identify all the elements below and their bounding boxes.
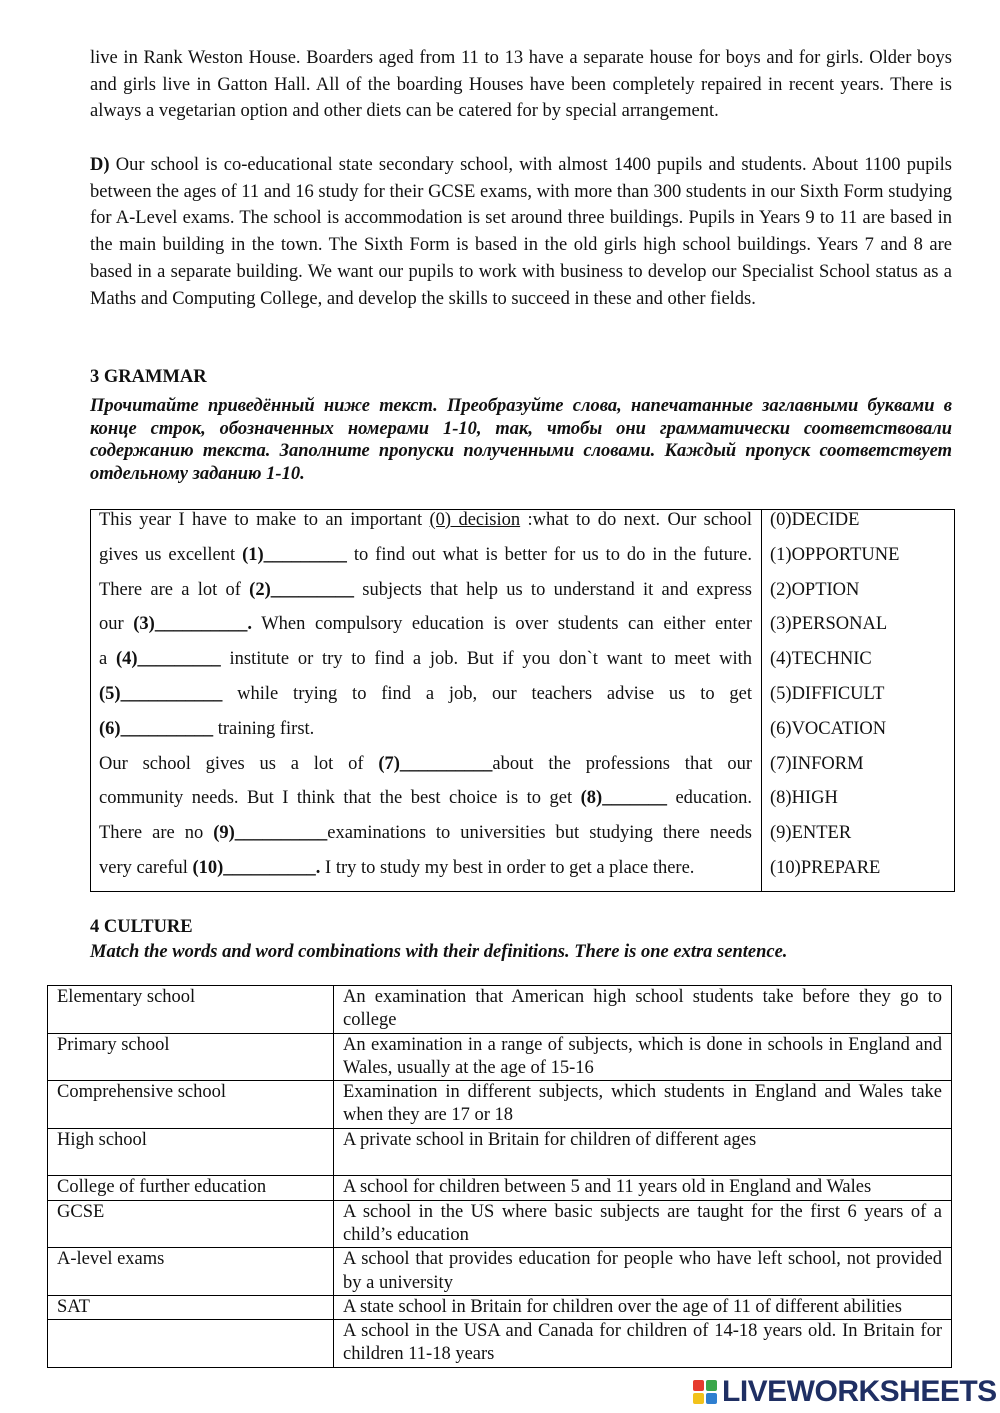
grammar-text-line: [99, 545, 752, 571]
grammar-text-line: [99, 823, 752, 849]
culture-definition: A school that provides education for people who have left school, not provided by a university: [334, 1248, 952, 1296]
grammar-text-line: [99, 614, 752, 640]
grammar-text-line: [99, 719, 752, 745]
grammar-line-text: a: [99, 649, 116, 670]
grammar-line-text: I try to study my best in order to get a place there.: [320, 858, 695, 878]
grammar-line-text: When compulsory education is over students can either enter: [251, 614, 752, 635]
grammar-line-text: while trying to find a job, our teachers advise us to get: [222, 684, 752, 704]
grammar-line-text: community needs. But I think that the best choice is to get: [99, 788, 581, 809]
culture-term: Elementary school: [48, 986, 334, 1034]
grammar-line-text: subjects that help us to understand it and express: [354, 579, 752, 600]
grammar-instructions: Прочитайте приведённый ниже текст. Преобразуйте слова, напечатанные заглавными буквами в конце строк, обозначенных номерами 1-10, так, чтобы они грамматически соответствовали содержанию текста. Заполните пропуски полученными словами. Каждый пропуск соответствует отдельному заданию 1-10.: [90, 396, 952, 485]
answer-gap[interactable]: (5)___________: [99, 684, 223, 704]
grammar-line-text: This year I have to make to an important: [99, 510, 430, 530]
culture-heading: 4 CULTURE: [90, 917, 193, 937]
culture-match-table: [47, 985, 952, 1368]
culture-row: [48, 1128, 952, 1176]
grammar-base-word: (2)OPTION: [770, 579, 860, 600]
answer-gap[interactable]: (4)_________: [115, 649, 221, 670]
culture-term: A-level exams: [48, 1248, 334, 1296]
culture-term: GCSE: [48, 1200, 334, 1248]
liveworksheets-logo-text: LIVEWORKSHEETS: [722, 1375, 997, 1408]
grammar-table: [90, 509, 955, 892]
culture-term: Comprehensive school: [48, 1081, 334, 1129]
grammar-text-line: [99, 684, 752, 710]
grammar-base-word: (8)HIGH: [770, 788, 838, 809]
culture-row: [48, 1033, 952, 1081]
answer-gap[interactable]: (7)__________: [378, 753, 493, 774]
answer-gap[interactable]: (10)__________.: [192, 858, 321, 878]
culture-row: [48, 1176, 952, 1200]
culture-term: College of further education: [48, 1176, 334, 1200]
culture-term: Primary school: [48, 1033, 334, 1081]
culture-definition: Examination in different subjects, which students in England and Wales take when they are 17 or 18: [334, 1081, 952, 1129]
grammar-line-text: :what to do next. Our school: [520, 510, 752, 530]
answer-gap[interactable]: (9)__________: [213, 823, 328, 844]
passage-d-text: Our school is co-educational state secondary school, with almost 1400 pupils and students. About 1100 pupils between the ages of 11 and 16 study for their GCSE exams, with more than 300 students in our Sixth Form studying for A-Level exams. The school is accommodation is set around three buildings. Pupils in Years 9 to 11 are based in the main building in the town. The Sixth Form is based in the old girls high school buildings. Years 7 and 8 are based in a separate building. We want our pupils to work with business to develop our Specialist School status as a Maths and Computing College, and develop the skills to succeed in these and other fields.: [90, 155, 952, 309]
grammar-base-word: (9)ENTER: [770, 823, 852, 844]
grammar-line-text: examinations to universities but studying there needs: [327, 823, 752, 844]
grammar-line-text: training first.: [213, 718, 315, 739]
grammar-text-line: [99, 858, 752, 884]
grammar-line-text: Our school gives us a lot of: [99, 753, 379, 774]
passage-d: [90, 152, 952, 312]
culture-definition: An examination that American high school students take before they go to college: [334, 986, 952, 1034]
grammar-base-word: (10)PREPARE: [770, 858, 881, 878]
grammar-text-line: [99, 649, 752, 675]
culture-definition: A state school in Britain for children over the age of 11 of different abilities: [334, 1295, 952, 1319]
culture-row: [48, 1295, 952, 1319]
culture-row: [48, 1248, 952, 1296]
grammar-line-text: to find out what is better for us to do in the future.: [346, 544, 752, 565]
grammar-text-line: [99, 580, 752, 606]
grammar-line-text: gives us excellent: [99, 544, 243, 565]
culture-definition: A private school in Britain for children of different ages: [334, 1128, 952, 1176]
culture-definition: An examination in a range of subjects, which is done in schools in England and Wales, usually at the age of 15-16: [334, 1033, 952, 1081]
culture-definition: A school in the USA and Canada for children of 14-18 years old. In Britain for children 11-18 years: [334, 1320, 952, 1368]
culture-term: High school: [48, 1128, 334, 1176]
grammar-base-word: (7)INFORM: [770, 753, 864, 774]
passage-c-tail: live in Rank Weston House. Boarders aged from 11 to 13 have a separate house for boys and for girls. Older boys and girls live in Gatton Hall. All of the boarding Houses have been completely repaired in recent years. There is always a vegetarian option and other diets can be catered for by special arrangement.: [90, 48, 952, 122]
culture-row: [48, 1200, 952, 1248]
grammar-line-text: our: [99, 614, 134, 635]
grammar-base-word: (1)OPPORTUNE: [770, 544, 900, 565]
grammar-line-text: education.: [666, 788, 753, 809]
grammar-base-word: (3)PERSONAL: [770, 614, 888, 635]
liveworksheets-logo-icon: [693, 1378, 719, 1406]
culture-row: [48, 1081, 952, 1129]
grammar-base-word: (5)DIFFICULT: [770, 684, 885, 704]
grammar-text-line: [99, 510, 752, 536]
liveworksheets-logo: [693, 1376, 997, 1408]
culture-row: [48, 986, 952, 1034]
grammar-text-line: [99, 788, 752, 814]
grammar-line-text: very careful: [99, 858, 193, 878]
culture-term: SAT: [48, 1295, 334, 1319]
culture-row: [48, 1320, 952, 1368]
grammar-base-word: (0)DECIDE: [770, 510, 860, 530]
grammar-line-text: There are a lot of: [99, 579, 250, 600]
culture-definition: A school for children between 5 and 11 years old in England and Wales: [334, 1176, 952, 1200]
culture-instructions: Match the words and word combinations with their definitions. There is one extra sentence.: [90, 942, 788, 962]
answer-gap[interactable]: (8)_______: [580, 788, 667, 809]
grammar-heading: 3 GRAMMAR: [90, 367, 207, 387]
grammar-base-word: (4)TECHNIC: [770, 649, 872, 670]
answer-gap[interactable]: (6)__________: [99, 718, 214, 739]
grammar-text-line: [99, 754, 752, 780]
example-answer: (0) decision: [429, 510, 521, 530]
grammar-table-divider: [761, 510, 762, 891]
grammar-line-text: about the professions that our: [492, 753, 753, 774]
grammar-base-word: (6)VOCATION: [770, 718, 887, 739]
culture-definition: A school in the US where basic subjects are taught for the first 6 years of a child’s education: [334, 1200, 952, 1248]
culture-term: [48, 1320, 334, 1368]
grammar-line-text: institute or try to find a job. But if you don`t want to meet with: [220, 649, 752, 670]
answer-gap[interactable]: (2)_________: [249, 579, 354, 600]
answer-gap[interactable]: (3)__________.: [133, 614, 252, 635]
grammar-line-text: There are no: [99, 823, 214, 844]
answer-gap[interactable]: (1)_________: [242, 544, 347, 565]
passage-d-label: D): [90, 155, 110, 175]
